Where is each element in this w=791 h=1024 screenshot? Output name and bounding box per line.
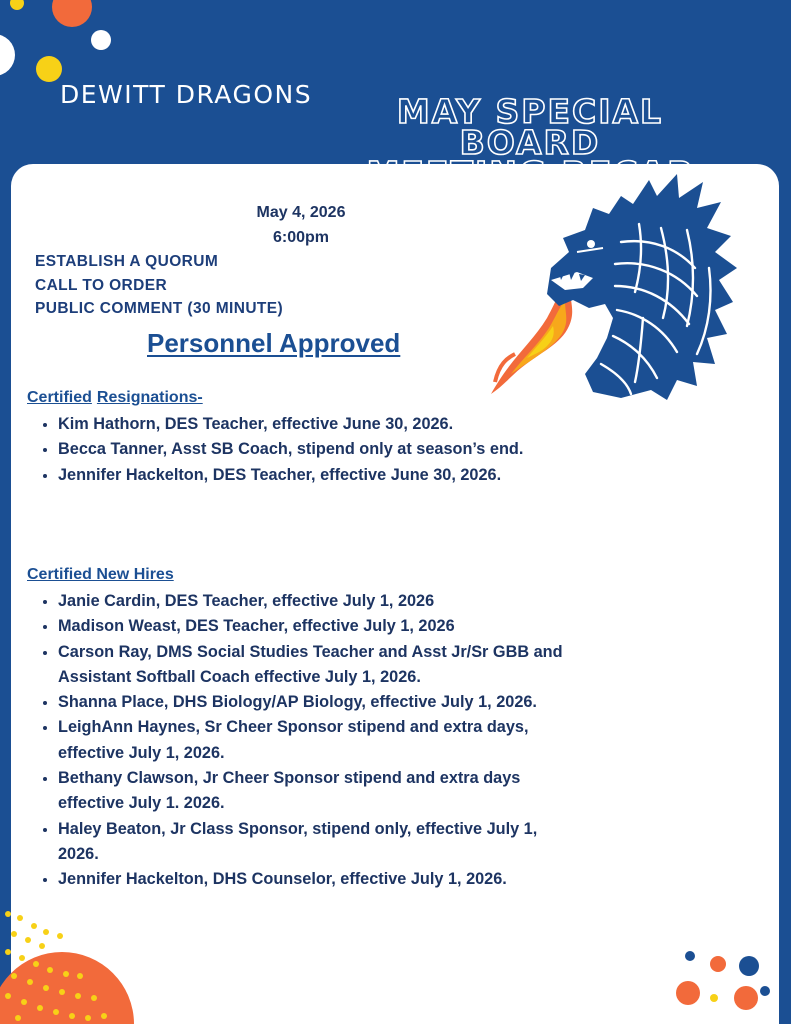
agenda-paren-open: (: [182, 300, 193, 317]
resignations-list: [27, 412, 568, 488]
list-item: • Madison Weast, DES Teacher, effective July 1, 2026: [58, 614, 568, 639]
list-item: • Carson Ray, DMS Social Studies Teacher and Asst Jr/Sr GBB and Assistant Softball Coach effective July 1, 2026.: [58, 640, 568, 691]
decorative-dots-bottom-right: [660, 944, 791, 1024]
agenda-list: [35, 250, 283, 321]
agenda-item-note: 30 MINUTE: [192, 300, 278, 317]
list-item: • Kim Hathorn, DES Teacher, effective June 30, 2026.: [58, 412, 568, 437]
org-name: DEWITT DRAGONS: [60, 80, 313, 109]
new-hires-heading: Certified New Hires: [27, 566, 174, 583]
agenda-item: CALL TO ORDER: [35, 276, 168, 294]
resignations-heading: [27, 389, 203, 407]
new-hires-list: [27, 589, 568, 893]
meeting-date: May 4, 2026: [256, 204, 346, 221]
dragon-logo: [481, 168, 741, 408]
decorative-dots-bottom-left: [0, 900, 140, 1024]
list-item: • Haley Beaton, Jr Class Sponsor, stipend only, effective July 1, 2026.: [58, 817, 568, 868]
list-item: • LeighAnn Haynes, Sr Cheer Sponsor stipend and extra days, effective July 1, 2026.: [58, 715, 568, 766]
content-card: [11, 164, 779, 1024]
agenda-item: [35, 297, 283, 321]
list-item: • Janie Cardin, DES Teacher, effective July 1, 2026: [58, 589, 568, 614]
agenda-item: ESTABLISH A QUORUM: [35, 253, 219, 270]
agenda-item-label: PUBLIC COMMENT: [35, 300, 183, 317]
list-item: • Jennifer Hackelton, DHS Counselor, effective July 1, 2026.: [58, 867, 568, 892]
list-item: • Jennifer Hackelton, DES Teacher, effective June 30, 2026.: [58, 463, 568, 488]
resignations-heading-part1: Certified: [27, 389, 92, 406]
list-item: • Shanna Place, DHS Biology/AP Biology, effective July 1, 2026.: [58, 690, 568, 715]
decorative-dots-top-left: [0, 0, 130, 90]
meeting-datetime: [211, 200, 391, 250]
meeting-time: 6:00pm: [272, 229, 330, 246]
section-title: Personnel Approved: [147, 328, 401, 358]
list-item: • Becca Tanner, Asst SB Coach, stipend only at season’s end.: [58, 437, 568, 462]
title-line-1: MAY SPECIAL BOARD: [396, 92, 664, 162]
agenda-paren-close: ): [277, 300, 284, 317]
resignations-heading-part2: Resignations-: [96, 389, 203, 406]
list-item: • Bethany Clawson, Jr Cheer Sponsor stipend and extra days effective July 1. 2026.: [58, 766, 568, 817]
